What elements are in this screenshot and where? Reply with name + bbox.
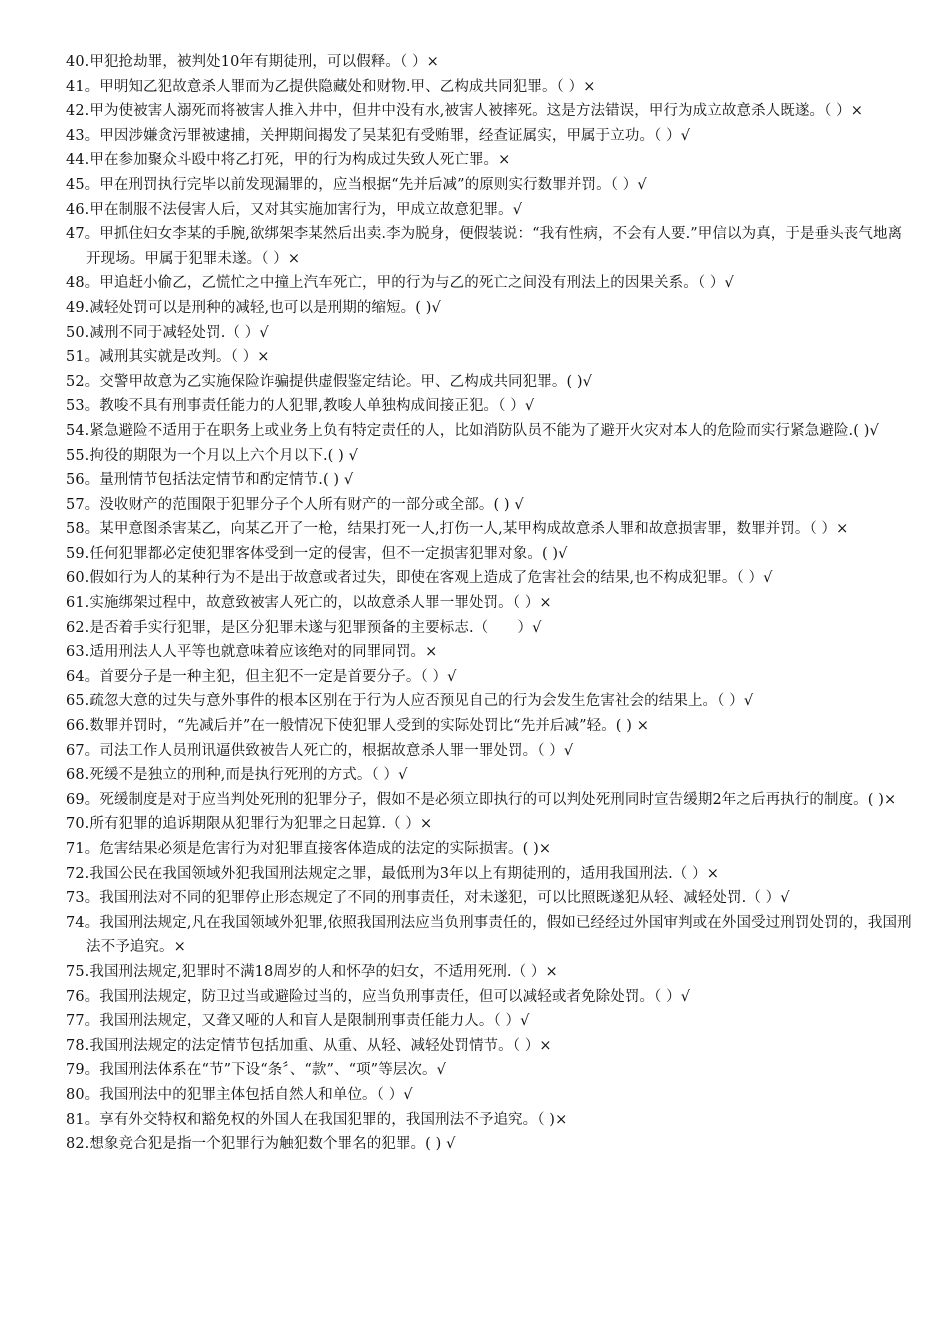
question-item: 61.实施绑架过程中，故意致被害人死亡的，以故意杀人罪一罪处罚。（ ）× <box>66 595 552 612</box>
question-item: 44.甲在参加聚众斗殴中将乙打死，甲的行为构成过失致人死亡罪。× <box>66 152 511 169</box>
question-item: 60.假如行为人的某种行为不是出于故意或者过失，即使在客观上造成了危害社会的结果,也不构成犯罪。（ ）√ <box>66 570 773 587</box>
question-item: 41。甲明知乙犯故意杀人罪而为乙提供隐藏处和财物.甲、乙构成共同犯罪。（ ）× <box>66 78 596 95</box>
question-item: 56。量刑情节包括法定情节和酌定情节.( ) √ <box>66 472 354 489</box>
question-item: 48。甲追赶小偷乙，乙慌忙之中撞上汽车死亡，甲的行为与乙的死亡之间没有刑法上的因果关系。（ ）√ <box>66 275 734 292</box>
question-item: 59.任何犯罪都必定使犯罪客体受到一定的侵害，但不一定损害犯罪对象。( )√ <box>66 545 568 562</box>
question-item: 82.想象竞合犯是指一个犯罪行为触犯数个罪名的犯罪。( ) √ <box>66 1136 456 1153</box>
question-item: 42.甲为使被害人溺死而将被害人推入井中，但井中没有水,被害人被摔死。这是方法错误，甲行为成立故意杀人既遂。（ ）× <box>66 103 863 120</box>
question-item: 76。我国刑法规定，防卫过当或避险过当的，应当负刑事责任，但可以减轻或者免除处罚。（ ）√ <box>66 988 691 1005</box>
question-item: 45。甲在刑罚执行完毕以前发现漏罪的，应当根据“先并后减”的原则实行数罪并罚。（ ）√ <box>66 176 647 193</box>
question-item: 55.拘役的期限为一个月以上六个月以下.( ) √ <box>66 447 358 464</box>
question-item: 64。首要分子是一种主犯，但主犯不一定是首要分子。（ ）√ <box>66 668 457 685</box>
question-item: 57。没收财产的范围限于犯罪分子个人所有财产的一部分或全部。( ) √ <box>66 496 524 513</box>
question-item: 65.疏忽大意的过失与意外事件的根本区别在于行为人应否预见自己的行为会发生危害社会的结果上。（ ）√ <box>66 693 754 710</box>
question-item: 63.适用刑法人人平等也就意味着应该绝对的同罪同罚。× <box>66 644 438 661</box>
question-item: 51。减刑其实就是改判。（ ）× <box>66 349 270 366</box>
question-item: 47。甲抓住妇女李某的手腕,欲绑架李某然后出卖.李为脱身，便假装说：“我有性病，不会有人要.”甲信以为真，于是垂头丧气地离开现场。甲属于犯罪未遂。（ ）× <box>66 226 903 267</box>
question-item: 46.甲在制服不法侵害人后，又对其实施加害行为，甲成立故意犯罪。√ <box>66 201 523 218</box>
question-item: 72.我国公民在我国领域外犯我国刑法规定之罪，最低刑为3年以上有期徒刑的，适用我国刑法.（ ）× <box>66 865 719 882</box>
question-item: 62.是否着手实行犯罪，是区分犯罪未遂与犯罪预备的主要标志.（ ）√ <box>66 619 542 636</box>
question-item: 40.甲犯抢劫罪，被判处10年有期徒刑，可以假释。（ ）× <box>66 54 439 70</box>
question-item: 75.我国刑法规定,犯罪时不满18周岁的人和怀孕的妇女，不适用死刑.（ ）× <box>66 963 558 980</box>
question-item: 79。我国刑法体系在“节”下设“条〞、“款”、“项”等层次。√ <box>66 1062 446 1079</box>
question-item: 50.减刑不同于减轻处罚.（ ）√ <box>66 324 269 341</box>
question-item: 80。我国刑法中的犯罪主体包括自然人和单位。（ ）√ <box>66 1086 413 1103</box>
question-item: 58。某甲意图杀害某乙，向某乙开了一枪，结果打死一人,打伤一人,某甲构成故意杀人罪和故意损害罪，数罪并罚。（ ）× <box>66 521 849 538</box>
question-item: 78.我国刑法规定的法定情节包括加重、从重、从轻、减轻处罚情节。（ ）× <box>66 1037 552 1054</box>
question-item: 73。我国刑法对不同的犯罪停止形态规定了不同的刑事责任，对未遂犯，可以比照既遂犯从轻、减轻处罚.（ ）√ <box>66 890 790 907</box>
question-item: 66.数罪并罚时，“先减后并”在一般情况下使犯罪人受到的实际处罚比“先并后减”轻。( ) × <box>66 718 649 735</box>
question-item: 49.减轻处罚可以是刑种的减轻,也可以是刑期的缩短。( )√ <box>66 299 441 316</box>
question-item: 54.紧急避险不适用于在职务上或业务上负有特定责任的人，比如消防队员不能为了避开火灾对本人的危险而实行紧急避险.( )√ <box>66 422 879 439</box>
question-item: 52。交警甲故意为乙实施保险诈骗提供虚假鉴定结论。甲、乙构成共同犯罪。( )√ <box>66 373 593 390</box>
question-item: 77。我国刑法规定，又聋又哑的人和盲人是限制刑事责任能力人。（ ）√ <box>66 1013 530 1030</box>
question-item: 43。甲因涉嫌贪污罪被逮捕，关押期间揭发了吴某犯有受贿罪，经查证属实，甲属于立功。（ ）√ <box>66 127 691 144</box>
question-item: 74。我国刑法规定,凡在我国领域外犯罪,依照我国刑法应当负刑事责任的，假如已经经过外国审判或在外国受过刑罚处罚的，我国刑法不予追究。× <box>66 914 912 956</box>
question-item: 69。死缓制度是对于应当判处死刑的犯罪分子，假如不是必须立即执行的可以判处死刑同时宣告缓期2年之后再执行的制度。( )× <box>66 791 897 808</box>
question-item: 81。享有外交特权和豁免权的外国人在我国犯罪的，我国刑法不予追究。（ )× <box>66 1111 568 1128</box>
question-list <box>66 50 912 1157</box>
question-item: 71。危害结果必须是危害行为对犯罪直接客体造成的法定的实际损害。( )× <box>66 841 552 857</box>
question-item: 68.死缓不是独立的刑种,而是执行死刑的方式。（ ）√ <box>66 767 408 784</box>
question-item: 70.所有犯罪的追诉期限从犯罪行为犯罪之日起算.（ ）× <box>66 816 433 833</box>
question-item: 67。司法工作人员刑讯逼供致被告人死亡的，根据故意杀人罪一罪处罚。（ ）√ <box>66 742 574 759</box>
question-item: 53。教唆不具有刑事责任能力的人犯罪,教唆人单独构成间接正犯。（ ）√ <box>66 398 535 415</box>
